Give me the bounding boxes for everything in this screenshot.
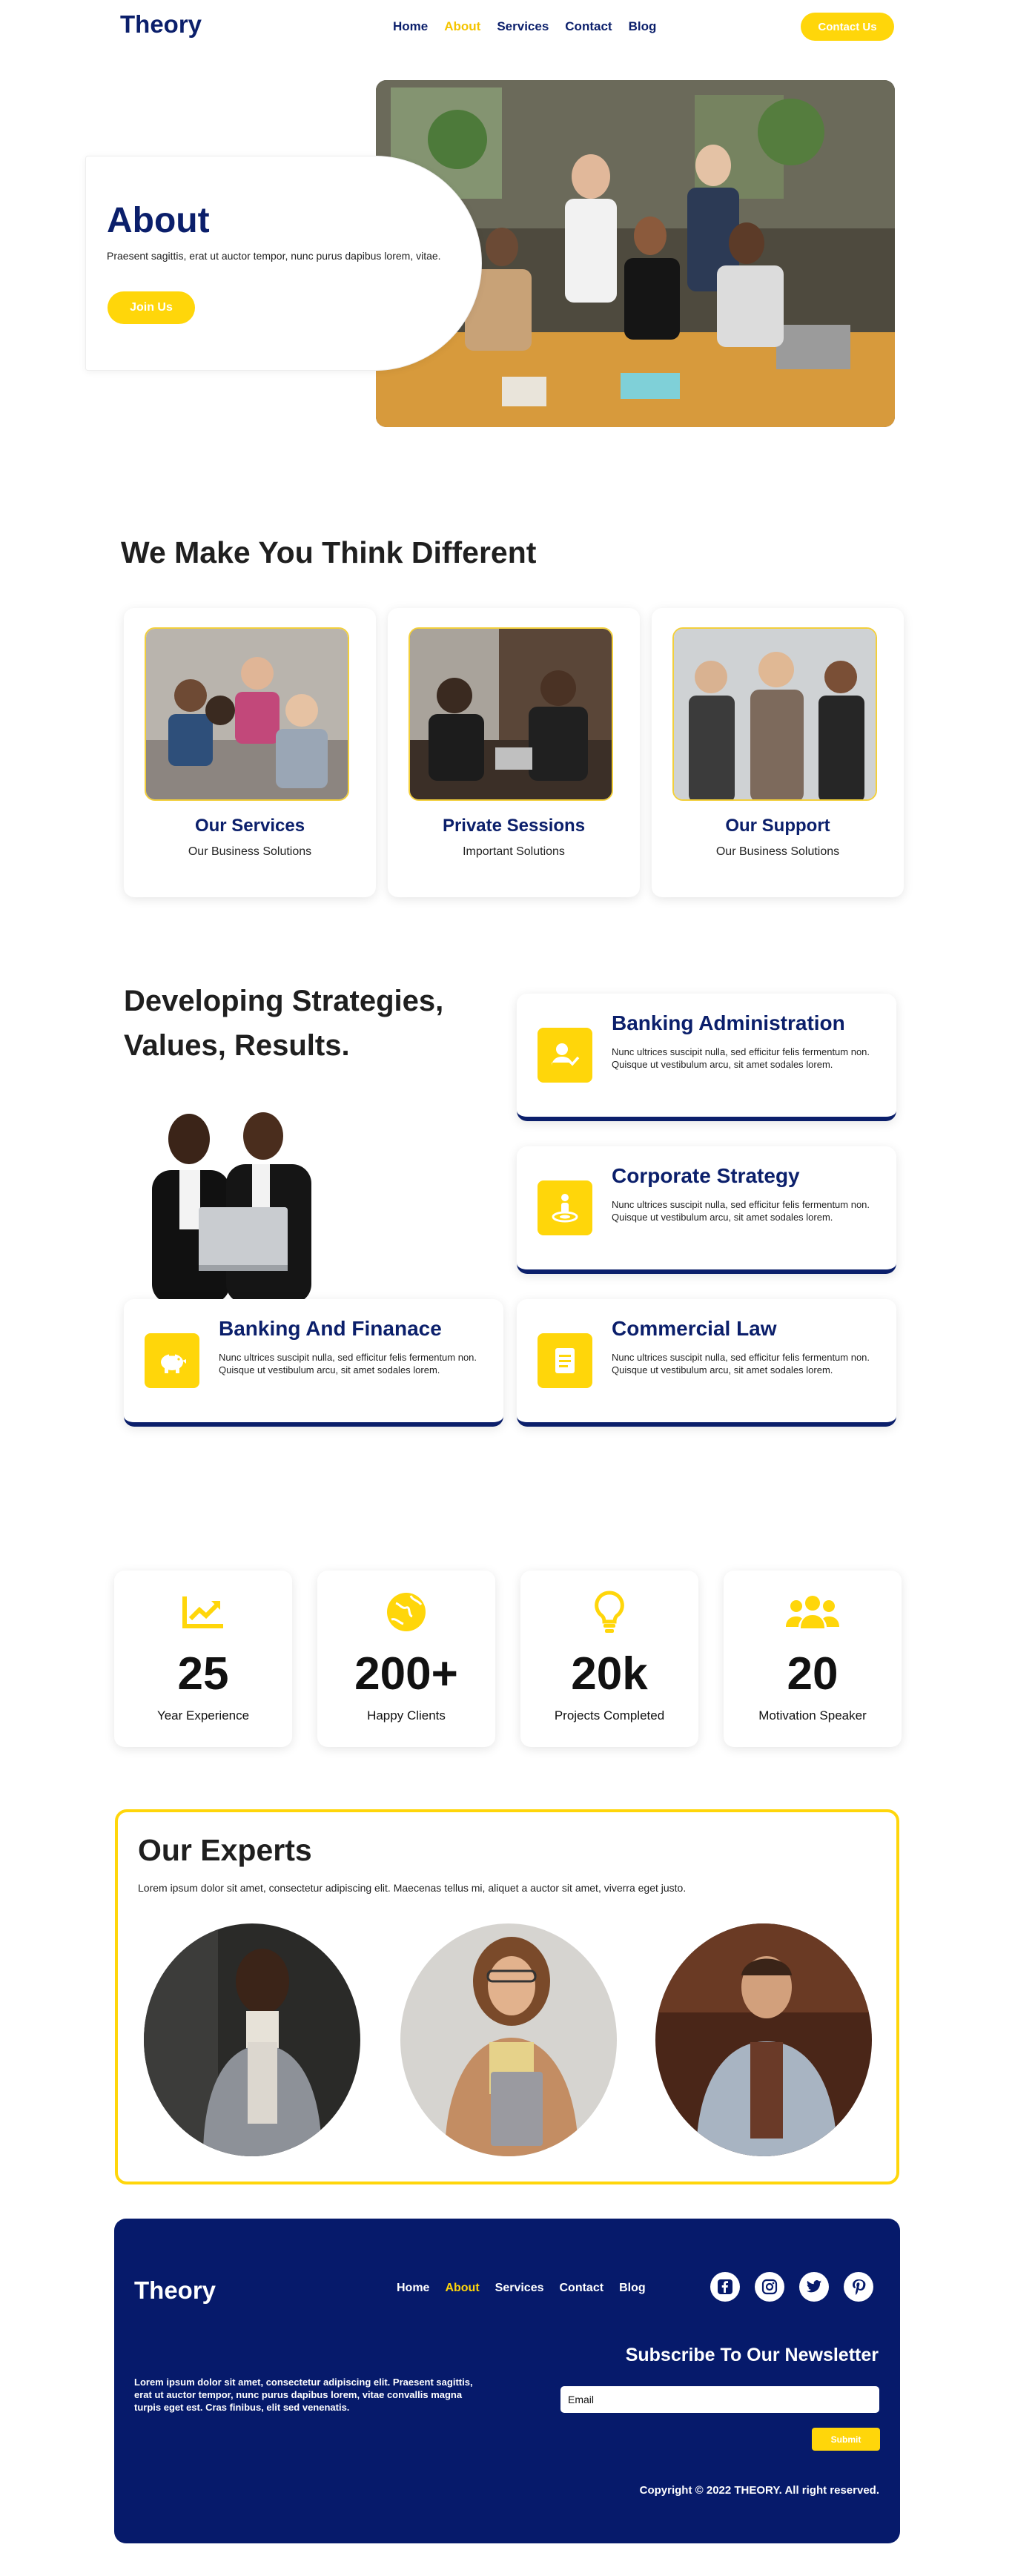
stat-value: 200+ [354,1648,458,1700]
stat-value: 20k [571,1648,648,1700]
stat-label: Projects Completed [554,1708,665,1723]
feature-title: Commercial Law [612,1317,777,1340]
footer-nav [397,2282,646,2295]
feature-card-corporate-strategy[interactable] [517,1146,896,1274]
service-title: Our Services [194,816,305,836]
service-title: Our Support [725,816,830,836]
globe-icon [317,1590,495,1634]
main-nav [393,19,656,34]
people-group-icon [724,1590,902,1634]
stat-card-experience [114,1571,292,1747]
nav-home[interactable]: Home [393,19,429,33]
about-card [85,156,482,371]
nav-about[interactable]: About [444,19,481,33]
footer-nav-contact[interactable]: Contact [559,2282,604,2294]
feature-text: Nunc ultrices suscipit nulla, sed efficitur felis fermentum non. Quisque ut vestibulum arcu, sit amet sodales lorem. [612,1046,870,1070]
footer-logo[interactable]: Theory [134,2276,216,2304]
expert-photo[interactable] [400,1923,617,2156]
stat-label: Year Experience [156,1708,250,1723]
newsletter-email-input[interactable] [560,2386,879,2413]
expert-photo[interactable] [655,1923,872,2156]
stat-value: 25 [177,1648,229,1700]
person-target-icon [538,1180,592,1235]
stat-label: Happy Clients [367,1708,446,1723]
service-title: Private Sessions [442,816,586,836]
stat-label: Motivation Speaker [758,1708,867,1723]
strategies-heading: Developing Strategies, Values, Results. [124,985,444,1062]
chart-up-icon [114,1590,292,1634]
stat-card-projects [520,1571,698,1747]
footer-nav-services[interactable]: Services [495,2282,544,2294]
stat-card-clients [317,1571,495,1747]
feature-text: Nunc ultrices suscipit nulla, sed efficitur felis fermentum non. Quisque ut vestibulum arcu, sit amet sodales lorem. [612,1199,870,1223]
experts-heading: Our Experts [138,1833,312,1867]
lightbulb-icon [520,1590,698,1634]
footer-text: Lorem ipsum dolor sit amet, consectetur adipiscing elit. Praesent sagittis, erat ut auctor tempor, nunc purus dapibus lorem, vitae convallis magna turpis eget est. Cras finibus, elit sed venenatis. [134,2377,473,2413]
feature-title: Banking Administration [612,1011,845,1034]
nav-contact[interactable]: Contact [565,19,612,33]
feature-card-banking-finance[interactable] [124,1299,503,1427]
footer-nav-home[interactable]: Home [397,2282,430,2294]
newsletter-submit-button[interactable]: Submit [812,2428,880,2451]
feature-card-commercial-law[interactable] [517,1299,896,1427]
page-title: About [107,201,210,240]
newsletter-title: Subscribe To Our Newsletter [625,2345,879,2365]
service-photo [672,627,877,801]
feature-title: Corporate Strategy [612,1164,800,1187]
pinterest-icon[interactable] [844,2272,873,2302]
feature-title: Banking And Finanace [219,1317,442,1340]
copyright: Copyright © 2022 THEORY. All right reserved. [639,2484,879,2497]
site-logo[interactable]: Theory [120,10,202,38]
service-card-our-services[interactable] [124,608,376,897]
footer-nav-about[interactable]: About [445,2282,480,2294]
service-photo [409,627,613,801]
experts-text: Lorem ipsum dolor sit amet, consectetur adipiscing elit. Maecenas tellus mi, aliquet a auctor sit amet, viverra eget justo. [138,1882,687,1894]
instagram-icon[interactable] [755,2272,784,2302]
nav-services[interactable]: Services [497,19,549,33]
stat-value: 20 [787,1648,839,1700]
service-card-our-support[interactable] [652,608,904,897]
about-text: Praesent sagittis, erat ut auctor tempor, nunc purus dapibus lorem, vitae. [107,250,441,262]
feature-text: Nunc ultrices suscipit nulla, sed efficitur felis fermentum non. Quisque ut vestibulum arcu, sit amet sodales lorem. [612,1352,870,1375]
contact-us-button[interactable]: Contact Us [801,13,894,41]
feature-card-banking-administration[interactable] [517,994,896,1121]
service-subtitle: Our Business Solutions [715,845,840,858]
service-photo [145,627,349,801]
join-us-button[interactable]: Join Us [108,291,195,324]
book-icon [538,1333,592,1388]
nav-blog[interactable]: Blog [628,19,657,33]
service-subtitle: Our Business Solutions [188,845,312,858]
expert-photo[interactable] [144,1923,360,2156]
piggy-bank-icon [145,1333,199,1388]
footer-nav-blog[interactable]: Blog [619,2282,646,2294]
twitter-icon[interactable] [799,2272,829,2302]
business-people-photo [141,1103,341,1304]
service-card-private-sessions[interactable] [388,608,640,897]
feature-text: Nunc ultrices suscipit nulla, sed efficitur felis fermentum non. Quisque ut vestibulum arcu, sit amet sodales lorem. [219,1352,477,1375]
services-heading: We Make You Think Different [121,535,537,569]
facebook-icon[interactable] [710,2272,740,2302]
user-check-icon [538,1028,592,1083]
stat-card-speakers [724,1571,902,1747]
service-subtitle: Important Solutions [463,845,565,858]
